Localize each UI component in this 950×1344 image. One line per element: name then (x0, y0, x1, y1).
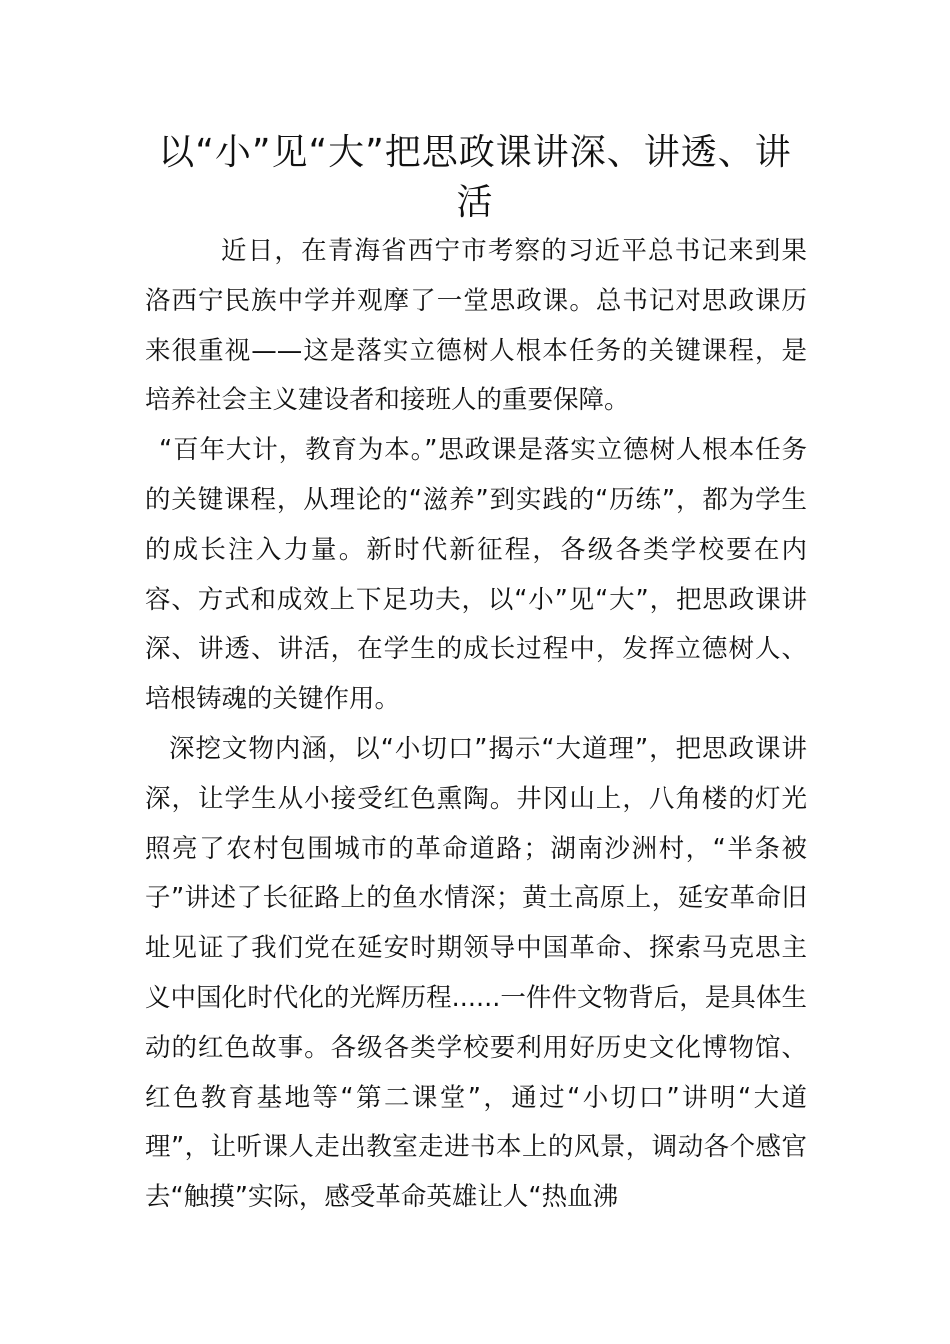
document-title: 以“小”见“大”把思政课讲深、讲透、讲活 (158, 132, 792, 223)
paragraph-2: “百年大计，教育为本。”思政课是落实立德树人根本任务的关键课程，从理论的“滋养”到实践的“历练”，都为学生的成长注入力量。新时代新征程，各级各类学校要在内容、方式和成效上下足功夫，以“小”见“大”，把思政课讲深、讲透、讲活，在学生的成长过程中，发挥立德树人、培根铸魂的关键作用。 (145, 435, 807, 715)
document-body (145, 227, 807, 1223)
paragraph-3: 深挖文物内涵，以“小切口”揭示“大道理”，把思政课讲深，让学生从小接受红色熏陶。井冈山上，八角楼的灯光照亮了农村包围城市的革命道路；湖南沙洲村，“半条被子”讲述了长征路上的鱼水情深；黄土高原上，延安革命旧址见证了我们党在延安时期领导中国革命、探索马克思主义中国化时代化的光辉历程......一件件文物背后，是具体生动的红色故事。各级各类学校要利用好历史文化博物馆、红色教育基地等“第二课堂”，通过“小切口”讲明“大道理”，让听课人走出教室走进书本上的风景，调动各个感官去“触摸”实际，感受革命英雄让人“热血沸 (145, 733, 807, 1213)
paragraph-1: 近日，在青海省西宁市考察的习近平总书记来到果洛西宁民族中学并观摩了一堂思政课。总书记对思政课历来很重视——这是落实立德树人根本任务的关键课程，是培养社会主义建设者和接班人的重要保障。 (145, 236, 807, 416)
